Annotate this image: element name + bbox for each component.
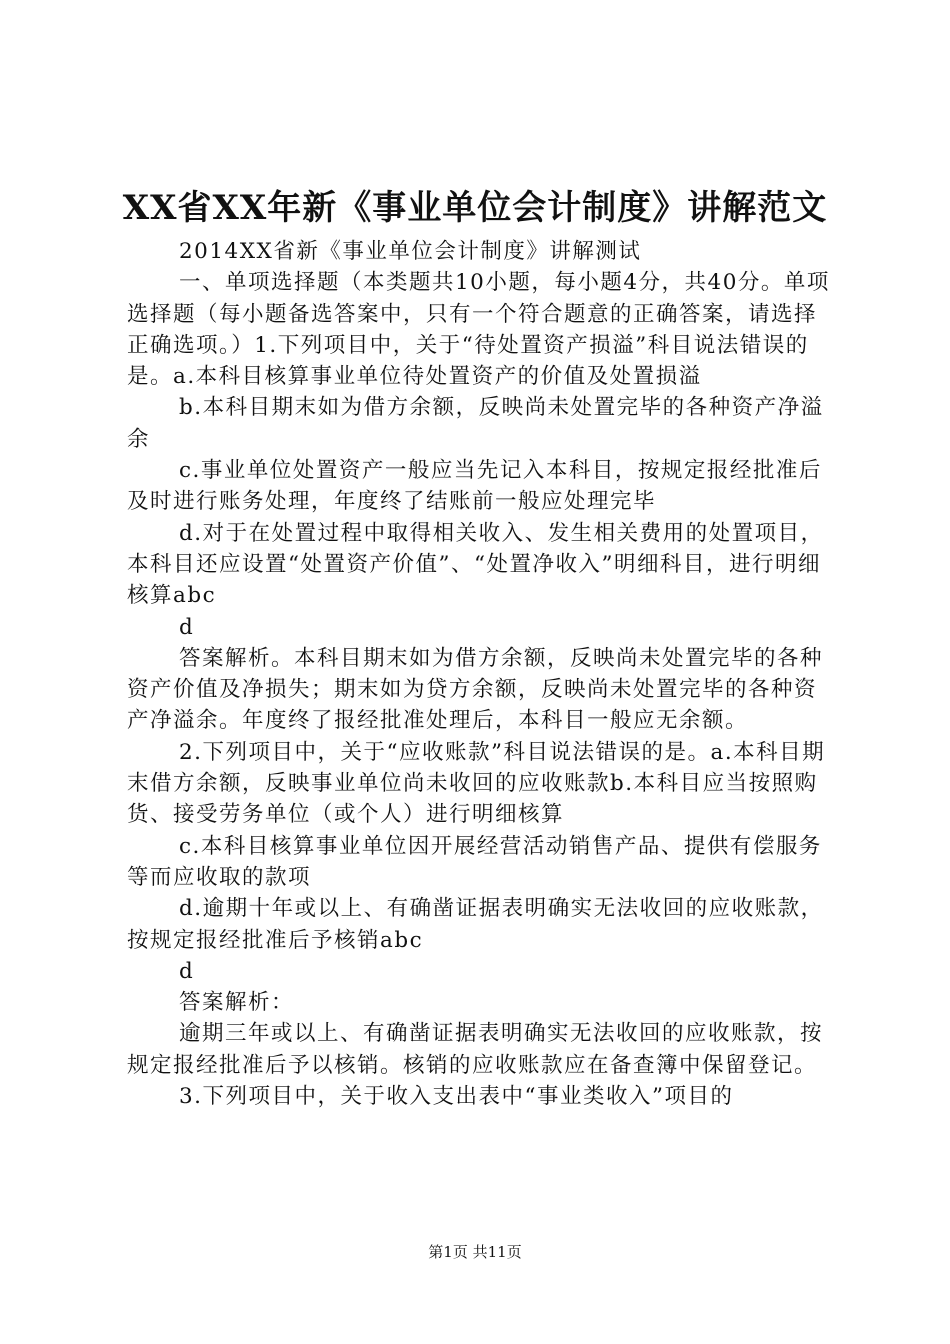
paragraph-option-c: c.事业单位处置资产一般应当先记入本科目，按规定报经批准后及时进行账务处理，年度终了结账前一般应处理完毕 [127, 458, 822, 515]
paragraph-option-b: b.本科目期末如为借方余额，反映尚未处置完毕的各种资产净溢余 [127, 395, 824, 452]
paragraph-question-2-option-d: d.逾期十年或以上、有确凿证据表明确实无法收回的应收账款，按规定报经批准后予核销abc [127, 896, 824, 953]
paragraph-answer-letter: d [179, 614, 195, 640]
paragraph-answer-label: 答案解析： [179, 990, 295, 1016]
page-number-footer: 第1页 共11页 [428, 1243, 522, 1261]
paragraph-section-one-question-1: 一、单项选择题（本类题共10小题，每小题4分，共40分。单项选择题（每小题备选答案中，只有一个符合题意的正确答案，请选择正确选项。）1.下列项目中，关于“待处置资产损溢”科目说法错误的是。a.本科目核算事业单位待处置资产的价值及处置损溢 [127, 270, 830, 390]
paragraph-question-2-answer-letter: d [179, 958, 195, 984]
paragraph-subtitle: 2014XX省新《事业单位会计制度》讲解测试 [179, 239, 642, 264]
document-body [127, 236, 833, 1112]
paragraph-answer-explanation: 答案解析。本科目期末如为借方余额，反映尚未处置完毕的各种资产价值及净损失；期末如为贷方余额，反映尚未处置完毕的各种资产净溢余。年度终了报经批准处理后，本科目一般应无余额。 [127, 645, 824, 734]
paragraph-question-2-option-c: c.本科目核算事业单位因开展经营活动销售产品、提供有偿服务等而应收取的款项 [127, 833, 822, 890]
document-title: XX省XX年新《事业单位会计制度》讲解范文 [122, 188, 828, 228]
paragraph-question-2: 2.下列项目中，关于“应收账款”科目说法错误的是。a.本科目期末借方余额，反映事业单位尚未收回的应收账款b.本科目应当按照购货、接受劳务单位（或个人）进行明细核算 [127, 739, 826, 828]
paragraph-option-d: d.对于在处置过程中取得相关收入、发生相关费用的处置项目，本科目还应设置“处置资产价值”、“处置净收入”明细科目，进行明细核算abc [127, 520, 824, 609]
paragraph-question-2-explanation: 逾期三年或以上、有确凿证据表明确实无法收回的应收账款，按规定报经批准后予以核销。核销的应收账款应在备查簿中保留登记。 [127, 1021, 824, 1078]
paragraph-question-3: 3.下列项目中，关于收入支出表中“事业类收入”项目的 [179, 1084, 734, 1110]
